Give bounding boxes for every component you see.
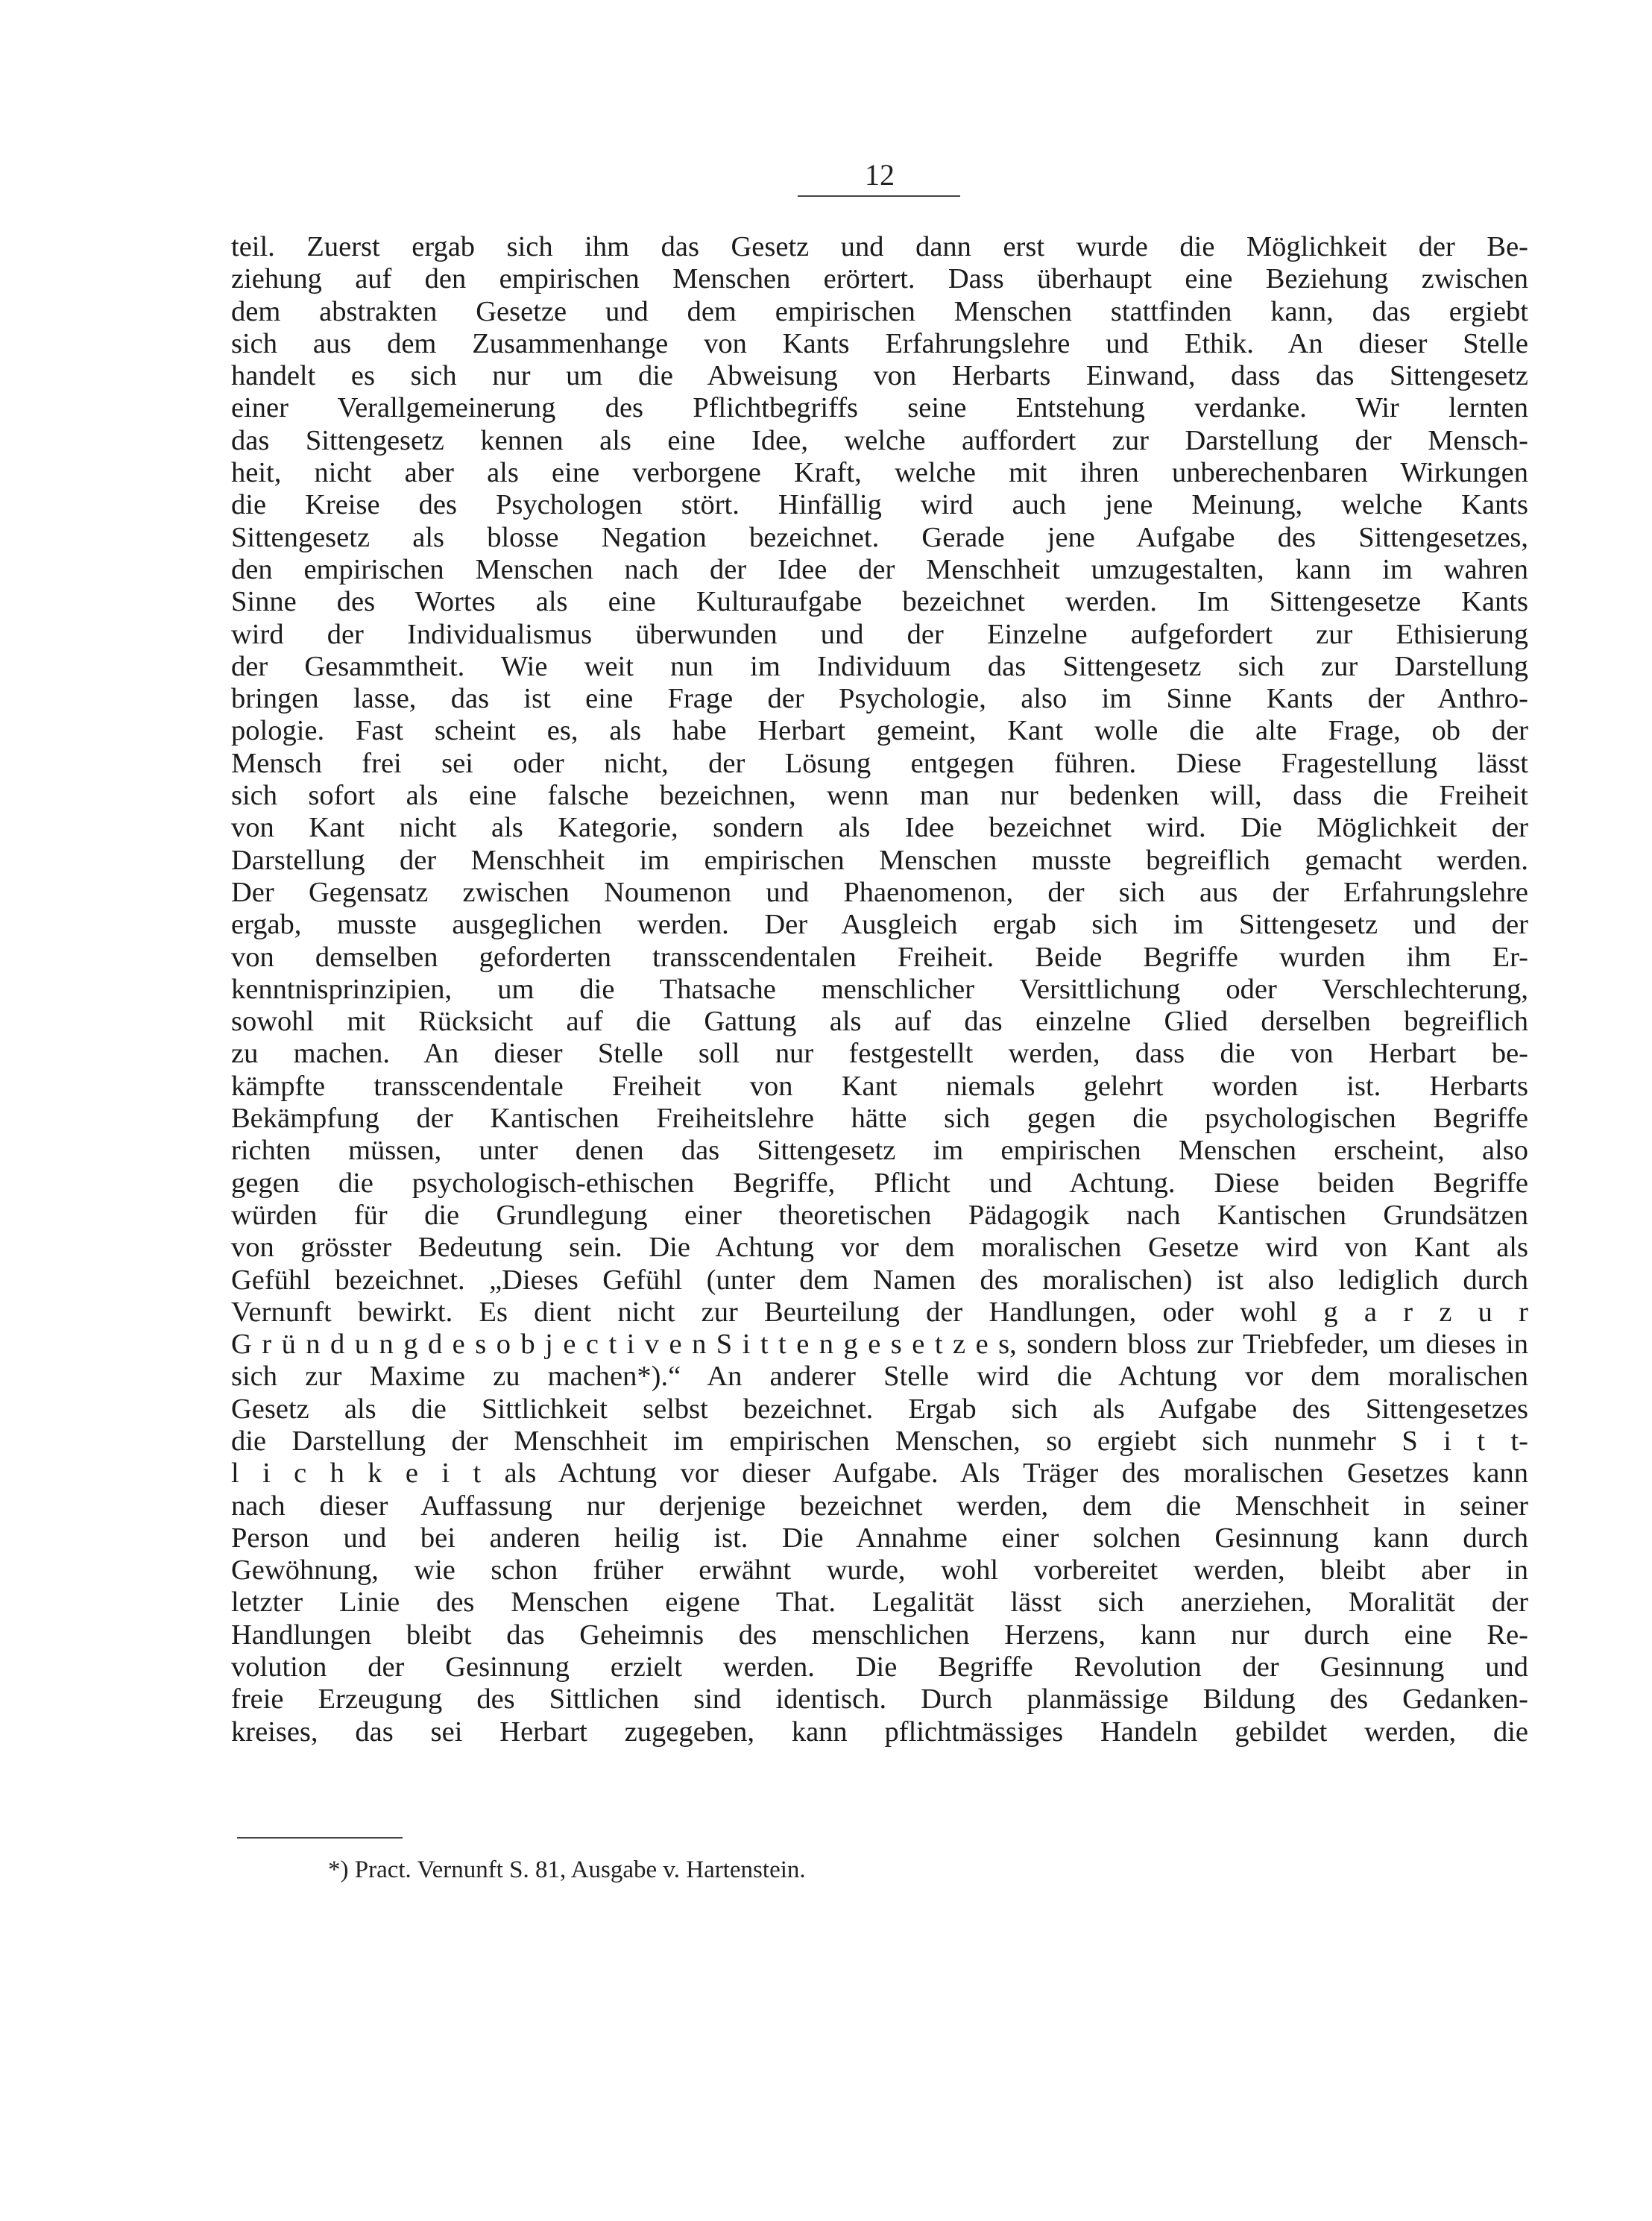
text-line: wird der Individualismus überwunden und der Einzelne aufgefordert zur Ethisierung	[231, 618, 1528, 650]
text-line: l i c h k e i t als Achtung vor dieser Aufgabe. Als Träger des moralischen Gesetzes kann	[231, 1458, 1528, 1490]
text-line: ziehung auf den empirischen Menschen erörtert. Dass überhaupt eine Beziehung zwischen	[231, 263, 1528, 295]
text-line: von demselben geforderten transscendentalen Freiheit. Beide Begriffe wurden ihm Er-	[231, 941, 1528, 973]
text-line: die Darstellung der Menschheit im empirischen Menschen, so ergiebt sich nunmehr S i t t-	[231, 1425, 1528, 1457]
text-line: Bekämpfung der Kantischen Freiheitslehre hätte sich gegen die psychologischen Begriffe	[231, 1103, 1528, 1135]
text-line: von Kant nicht als Kategorie, sondern als Idee bezeichnet wird. Die Möglichkeit der	[231, 812, 1528, 844]
text-line: pologie. Fast scheint es, als habe Herbart gemeint, Kant wolle die alte Frage, ob der	[231, 715, 1528, 747]
text-line: einer Verallgemeinerung des Pflichtbegriffs seine Entstehung verdanke. Wir lernten	[231, 392, 1528, 424]
text-line: Der Gegensatz zwischen Noumenon und Phaenomenon, der sich aus der Erfahrungslehre	[231, 876, 1528, 908]
text-line: letzter Linie des Menschen eigene That. Legalität lässt sich anerziehen, Moralität der	[231, 1587, 1528, 1619]
text-line: würden für die Grundlegung einer theoretischen Pädagogik nach Kantischen Grundsätzen	[231, 1199, 1528, 1231]
text-line: sowohl mit Rücksicht auf die Gattung als auf das einzelne Glied derselben begreiflich	[231, 1006, 1528, 1038]
text-line: Gewöhnung, wie schon früher erwähnt wurde, wohl vorbereitet werden, bleibt aber in	[231, 1554, 1528, 1587]
text-line: Handlungen bleibt das Geheimnis des menschlichen Herzens, kann nur durch eine Re-	[231, 1619, 1528, 1651]
text-line: nach dieser Auffassung nur derjenige bezeichnet werden, dem die Menschheit in seiner	[231, 1490, 1528, 1522]
text-line: G r ü n d u n g d e s o b j e c t i v e n S i t t e n g e s e t z e s, sondern bloss zur Triebfeder, um dieses in	[231, 1329, 1528, 1361]
text-line: freie Erzeugung des Sittlichen sind identisch. Durch planmässige Bildung des Gedanken-	[231, 1683, 1528, 1716]
text-line: sich zur Maxime zu machen*).“ An anderer Stelle wird die Achtung vor dem moralischen	[231, 1361, 1528, 1393]
text-line: Gesetz als die Sittlichkeit selbst bezeichnet. Ergab sich als Aufgabe des Sittengesetzes	[231, 1393, 1528, 1425]
text-line: Person und bei anderen heilig ist. Die Annahme einer solchen Gesinnung kann durch	[231, 1522, 1528, 1554]
text-line: kämpfte transscendentale Freiheit von Kant niemals gelehrt worden ist. Herbarts	[231, 1070, 1528, 1102]
text-line: sich aus dem Zusammenhange von Kants Erfahrungslehre und Ethik. An dieser Stelle	[231, 327, 1528, 359]
text-line: handelt es sich nur um die Abweisung von Herbarts Einwand, dass das Sittengesetz	[231, 360, 1528, 392]
text-line: Sinne des Wortes als eine Kulturaufgabe bezeichnet werden. Im Sittengesetze Kants	[231, 586, 1528, 618]
text-line: der Gesammtheit. Wie weit nun im Individuum das Sittengesetz sich zur Darstellung	[231, 650, 1528, 682]
text-line: von grösster Bedeutung sein. Die Achtung vor dem moralischen Gesetze wird von Kant als	[231, 1232, 1528, 1264]
text-line: die Kreise des Psychologen stört. Hinfällig wird auch jene Meinung, welche Kants	[231, 489, 1528, 521]
text-line: kreises, das sei Herbart zugegeben, kann pflichtmässiges Handeln gebildet werden, die	[231, 1716, 1528, 1748]
text-line: dem abstrakten Gesetze und dem empirischen Menschen stattfinden kann, das ergiebt	[231, 295, 1528, 327]
text-line: den empirischen Menschen nach der Idee der Menschheit umzugestalten, kann im wahren	[231, 553, 1528, 585]
text-line: kenntnisprinzipien, um die Thatsache menschlicher Versittlichung oder Verschlechterung,	[231, 973, 1528, 1005]
text-line: Mensch frei sei oder nicht, der Lösung entgegen führen. Diese Fragestellung lässt	[231, 747, 1528, 779]
header-rule	[798, 195, 960, 197]
text-line: Vernunft bewirkt. Es dient nicht zur Beurteilung der Handlungen, oder wohl g a r z u r	[231, 1296, 1528, 1328]
footnote: *) Pract. Vernunft S. 81, Ausgabe v. Hartenstein.	[328, 1856, 806, 1883]
text-line: heit, nicht aber als eine verborgene Kraft, welche mit ihren unberechenbaren Wirkungen	[231, 457, 1528, 489]
text-line: sich sofort als eine falsche bezeichnen, wenn man nur bedenken will, dass die Freiheit	[231, 780, 1528, 812]
page-number: 12	[865, 158, 895, 192]
text-line: bringen lasse, das ist eine Frage der Psychologie, also im Sinne Kants der Anthro-	[231, 683, 1528, 715]
text-line: volution der Gesinnung erzielt werden. Die Begriffe Revolution der Gesinnung und	[231, 1651, 1528, 1683]
body-text	[231, 231, 1528, 1748]
text-line: ergab, musste ausgeglichen werden. Der Ausgleich ergab sich im Sittengesetz und der	[231, 909, 1528, 941]
text-line: teil. Zuerst ergab sich ihm das Gesetz und dann erst wurde die Möglichkeit der Be-	[231, 231, 1528, 262]
footnote-rule	[237, 1837, 403, 1839]
text-line: Darstellung der Menschheit im empirischen Menschen musste begreiflich gemacht werden.	[231, 844, 1528, 876]
text-line: zu machen. An dieser Stelle soll nur festgestellt werden, dass die von Herbart be-	[231, 1038, 1528, 1070]
text-line: Gefühl bezeichnet. „Dieses Gefühl (unter dem Namen des moralischen) ist also lediglich durch	[231, 1264, 1528, 1296]
text-line: gegen die psychologisch-ethischen Begriffe, Pflicht und Achtung. Diese beiden Begriffe	[231, 1167, 1528, 1199]
text-line: das Sittengesetz kennen als eine Idee, welche auffordert zur Darstellung der Mensch-	[231, 424, 1528, 456]
text-line: Sittengesetz als blosse Negation bezeichnet. Gerade jene Aufgabe des Sittengesetzes,	[231, 521, 1528, 553]
text-line: richten müssen, unter denen das Sittengesetz im empirischen Menschen erscheint, also	[231, 1135, 1528, 1167]
